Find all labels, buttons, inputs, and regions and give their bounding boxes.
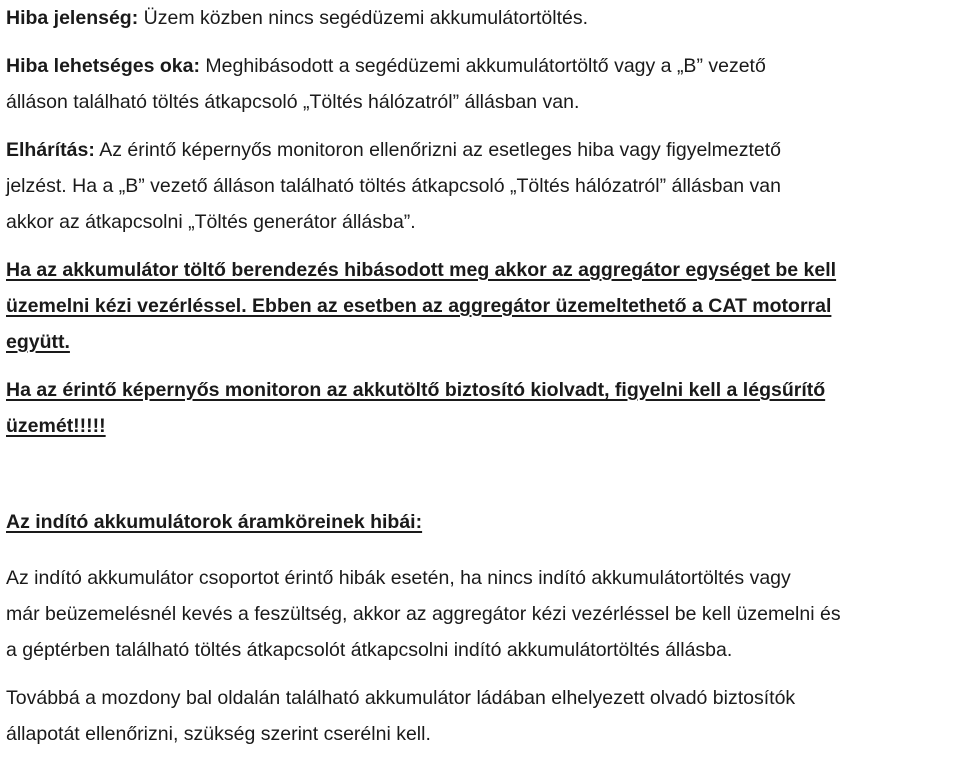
- section-heading: Az indító akkumulátorok áramköreinek hibái:: [6, 511, 423, 533]
- fault-symptom-paragraph: [6, 0, 956, 36]
- fuse-warning-paragraph: [6, 372, 956, 444]
- remedy-paragraph: [6, 132, 956, 240]
- charger-fault-line-2: üzemelni kézi vezérléssel. Ebben az esetben az aggregátor üzemeltethető a CAT motorral: [6, 295, 832, 317]
- possible-cause-line-1: [6, 48, 956, 84]
- remedy-text-1: Az érintő képernyős monitoron ellenőrizni az esetleges hiba vagy figyelmeztető: [94, 139, 782, 161]
- fuse-warning-line-2: üzemét!!!!!: [6, 415, 106, 437]
- charger-fault-line-3: együtt.: [6, 331, 70, 353]
- charger-fault-line-1: Ha az akkumulátor töltő berendezés hibásodott meg akkor az aggregátor egységet be kell: [6, 259, 837, 281]
- fault-symptom-label: Hiba jelenség:: [6, 7, 139, 29]
- fuse-check-line-2: állapotát ellenőrizni, szükség szerint cserélni kell.: [6, 723, 431, 745]
- starter-battery-line-1: Az indító akkumulátor csoportot érintő hibák esetén, ha nincs indító akkumulátortöltés vagy: [6, 567, 791, 589]
- remedy-line-1: [6, 132, 956, 168]
- fuse-check-paragraph: [6, 680, 956, 752]
- possible-cause-paragraph: [6, 48, 956, 120]
- charger-fault-paragraph: [6, 252, 956, 360]
- starter-battery-line-3: a géptérben található töltés átkapcsolót átkapcsolni indító akkumulátortöltés állásba.: [6, 639, 733, 661]
- starter-battery-paragraph: [6, 560, 956, 668]
- possible-cause-text-1: Meghibásodott a segédüzemi akkumulátortöltő vagy a „B” vezető: [200, 55, 766, 77]
- fuse-check-line-1: Továbbá a mozdony bal oldalán található akkumulátor ládában elhelyezett olvadó biztosítók: [6, 687, 796, 709]
- possible-cause-line-2: álláson található töltés átkapcsoló „Töltés hálózatról” állásban van.: [6, 91, 580, 113]
- fault-symptom-text: Üzem közben nincs segédüzemi akkumulátortöltés.: [138, 7, 589, 29]
- remedy-label: Elhárítás:: [6, 139, 95, 161]
- document-page: [6, 0, 956, 752]
- starter-battery-line-2: már beüzemelésnél kevés a feszültség, akkor az aggregátor kézi vezérléssel be kell üzemelni és: [6, 603, 841, 625]
- fault-symptom-line: [6, 0, 956, 36]
- possible-cause-label: Hiba lehetséges oka:: [6, 55, 200, 77]
- fuse-warning-line-1: Ha az érintő képernyős monitoron az akkutöltő biztosító kiolvadt, figyelni kell a légsűrítő: [6, 379, 826, 401]
- remedy-line-3: akkor az átkapcsolni „Töltés generátor állásba”.: [6, 211, 416, 233]
- remedy-line-2: jelzést. Ha a „B” vezető álláson található töltés átkapcsoló „Töltés hálózatról” állásban van: [6, 175, 781, 197]
